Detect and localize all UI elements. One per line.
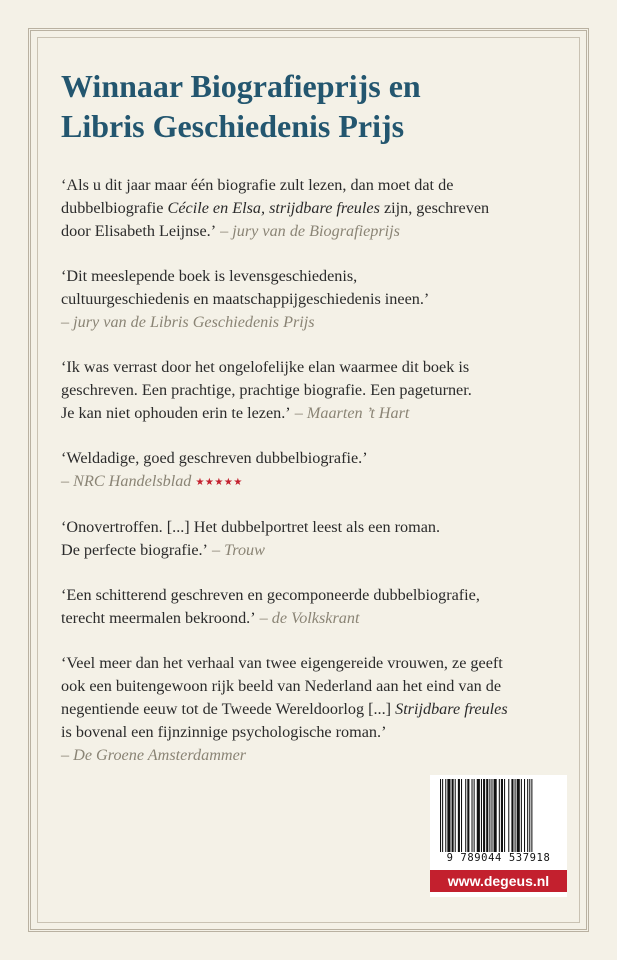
book-title-italic: Strijdbare freules	[395, 700, 508, 718]
quote-line: ‘Ik was verrast door het ongelofelijke elan waarmee dit boek is	[61, 358, 470, 376]
publisher-url: www.degeus.nl	[430, 870, 567, 892]
quote-line: ‘Dit meeslepende boek is levensgeschiedenis,	[61, 267, 358, 285]
quote-biografieprijs	[61, 174, 561, 243]
barcode-bar	[501, 779, 503, 853]
quote-attribution: – jury van de Libris Geschiedenis Prijs	[61, 313, 315, 331]
barcode-bar	[461, 779, 462, 853]
barcode-bar	[481, 779, 482, 853]
star-rating-icon: ★★★★★	[195, 477, 243, 488]
quote-attribution: – Maarten ’t Hart	[290, 404, 410, 422]
book-title-italic: Cécile en Elsa, strijdbare freules	[167, 199, 380, 217]
headline-line-2: Libris Geschiedenis Prijs	[61, 108, 405, 144]
quote-line: terecht meermalen bekroond.’	[61, 609, 256, 627]
quote-libris	[61, 265, 561, 334]
quote-groene-amsterdammer	[61, 652, 561, 767]
quote-line: cultuurgeschiedenis en maatschappijgeschiedenis ineen.’	[61, 290, 430, 308]
quote-maarten-t-hart	[61, 356, 561, 425]
barcode-bar	[440, 779, 441, 853]
quote-line: is bovenal een fijnzinnige psychologische roman.’	[61, 723, 387, 741]
quote-line: zijn, geschreven	[379, 199, 490, 217]
barcode-bar	[445, 779, 446, 853]
barcode-bar	[529, 779, 530, 853]
barcode-bar	[504, 779, 505, 853]
barcode-bar	[442, 779, 443, 853]
quote-line: door Elisabeth Leijnse.’	[61, 222, 217, 240]
barcode-bar	[483, 779, 485, 853]
barcode-bar	[517, 779, 520, 853]
barcode-bar	[521, 779, 522, 853]
barcode-bar	[491, 779, 492, 853]
barcode-bar	[527, 779, 528, 853]
quote-line: dubbelbiografie	[61, 199, 168, 217]
quote-line: ‘Een schitterend geschreven en gecomponeerde dubbelbiografie,	[61, 586, 480, 604]
quote-line: ‘Veel meer dan het verhaal van twee eigengereide vrouwen, ze geeft	[61, 654, 503, 672]
barcode-bar	[474, 779, 475, 853]
quote-volkskrant	[61, 584, 561, 630]
quote-line: ‘Als u dit jaar maar één biografie zult lezen, dan moet dat de	[61, 176, 454, 194]
barcode-bar	[472, 779, 473, 853]
quote-nrc	[61, 447, 561, 494]
barcode-bar	[447, 779, 450, 853]
barcode-bar	[511, 779, 513, 853]
isbn-number: 9 789044 537918	[434, 852, 563, 864]
quote-line: geschreven. Een prachtige, prachtige biografie. Een pageturner.	[61, 381, 472, 399]
barcode-bar	[477, 779, 480, 853]
barcode-bar	[486, 779, 488, 853]
quote-line: ‘Weldadige, goed geschreven dubbelbiografie.’	[61, 449, 368, 467]
back-cover-text	[61, 66, 561, 789]
barcode-bar	[458, 779, 460, 853]
barcode-bar	[455, 779, 456, 853]
barcode-bar	[489, 779, 490, 853]
headline-line-1: Winnaar Biografieprijs en	[61, 68, 421, 104]
quote-trouw	[61, 516, 561, 562]
barcode-bar	[531, 779, 532, 853]
headline	[61, 66, 561, 146]
quote-line: Je kan niet ophouden erin te lezen.’	[61, 404, 291, 422]
barcode-bar	[508, 779, 509, 853]
quote-attribution: – jury van de Biografieprijs	[216, 222, 400, 240]
barcode-bar	[499, 779, 500, 853]
quote-attribution: – Trouw	[207, 541, 265, 559]
quote-attribution: – De Groene Amsterdammer	[61, 746, 247, 764]
barcode-bar	[515, 779, 516, 853]
quote-line: ook een buitengewoon rijk beeld van Nederland aan het eind van de	[61, 677, 502, 695]
quote-line: De perfecte biografie.’	[61, 541, 208, 559]
quote-attribution: – de Volkskrant	[255, 609, 360, 627]
quote-line: negentiende eeuw tot de Tweede Wereldoorlog [...]	[61, 700, 396, 718]
quote-attribution: – NRC Handelsblad	[61, 472, 196, 490]
barcode-bar	[524, 779, 525, 853]
quote-line: ‘Onovertroffen. [...] Het dubbelportret leest als een roman.	[61, 518, 441, 536]
barcode-bar	[494, 779, 497, 853]
barcode-bar	[452, 779, 454, 853]
barcode-bar	[467, 779, 469, 853]
barcode-bar	[465, 779, 466, 853]
